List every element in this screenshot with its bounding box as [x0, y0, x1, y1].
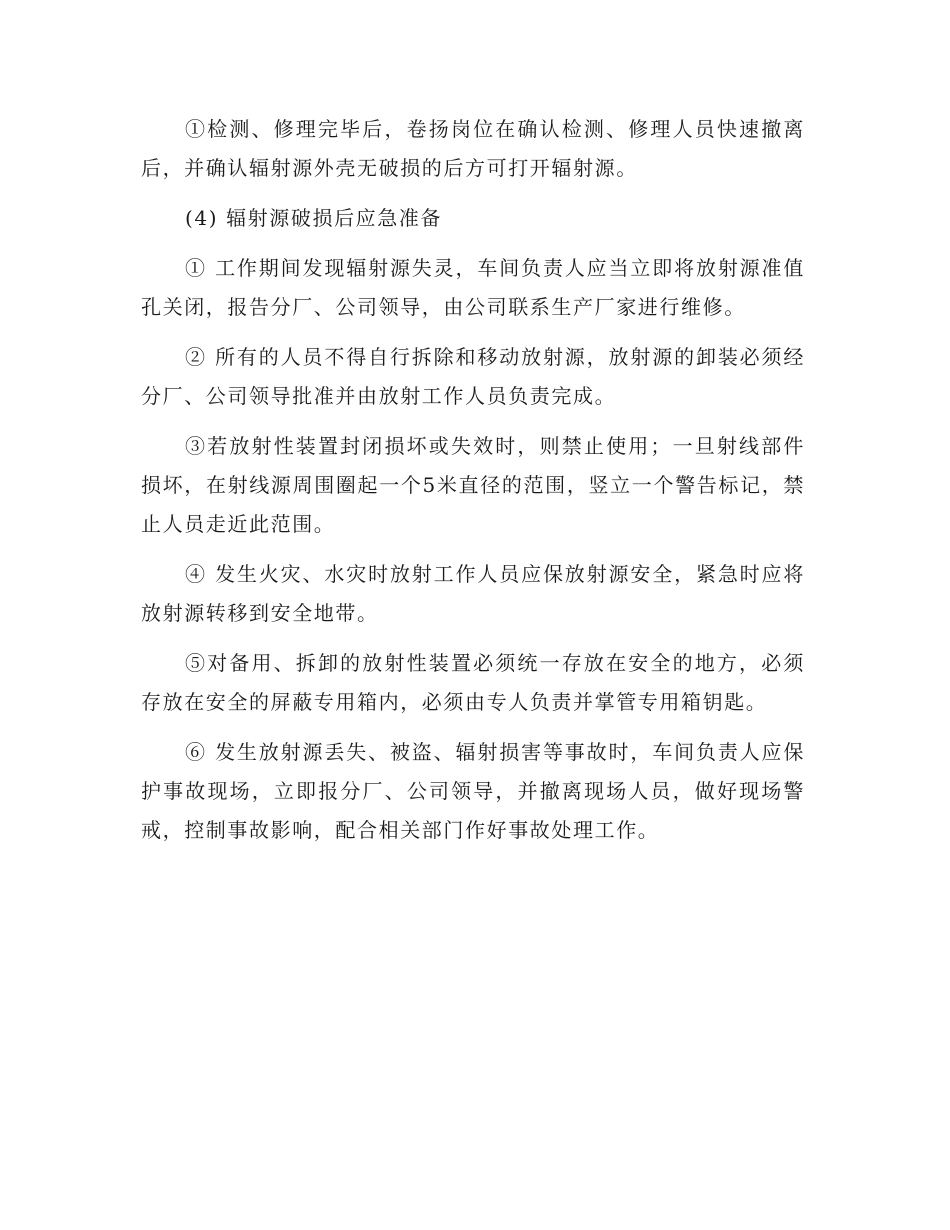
paragraph-item-4-fire-flood: ④ 发生火灾、水灾时放射工作人员应保放射源安全，紧急时应将放射源转移到安全地带。 — [141, 562, 805, 625]
section-heading-emergency-prep: (4) 辐射源破损后应急准备 — [185, 206, 443, 230]
paragraph-step-1-restore-source: ①检测、修理完毕后，卷扬岗位在确认检测、修理人员快速撤离后，并确认辐射源外壳无破损的后方可打开辐射源。 — [141, 117, 805, 180]
paragraph-item-5-storage: ⑤对备用、拆卸的放射性装置必须统一存放在安全的地方，必须存放在安全的屏蔽专用箱内，必须由专人负责并掌管专用箱钥匙。 — [141, 651, 805, 714]
paragraph-item-1-source-failure: ① 工作期间发现辐射源失灵，车间负责人应当立即将放射源准值孔关闭，报告分厂、公司领导，由公司联系生产厂家进行维修。 — [141, 256, 805, 319]
paragraph-item-3-damaged-seal: ③若放射性装置封闭损坏或失效时，则禁止使用；一旦射线部件损坏，在射线源周围圈起一个5米直径的范围，竖立一个警告标记，禁止人员走近此范围。 — [141, 434, 805, 536]
document-body — [141, 110, 805, 861]
paragraph-item-6-loss-theft: ⑥ 发生放射源丢失、被盗、辐射损害等事故时，车间负责人应保护事故现场，立即报分厂、公司领导，并撤离现场人员，做好现场警戒，控制事故影响，配合相关部门作好事故处理工作。 — [141, 740, 805, 842]
paragraph-item-2-no-removal: ② 所有的人员不得自行拆除和移动放射源，放射源的卸装必须经分厂、公司领导批准并由放射工作人员负责完成。 — [141, 345, 805, 408]
